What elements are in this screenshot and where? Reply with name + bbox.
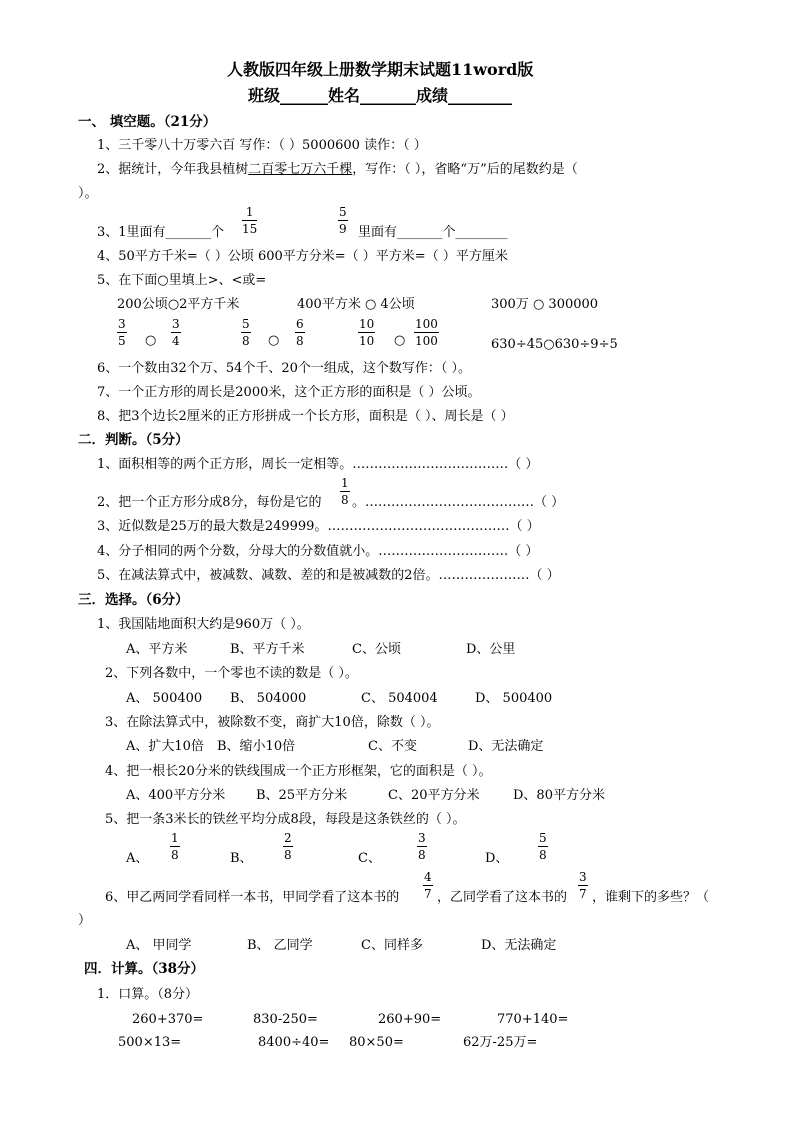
section-1-heading: 一、 填空题。（21分） bbox=[78, 114, 217, 130]
sec3-q5-frac-c bbox=[417, 832, 427, 861]
frac-denominator: 7 bbox=[579, 887, 587, 901]
sec1-q5-frac-f bbox=[414, 318, 439, 347]
sec1-q5-compare1: 200公顷○2平方千米 bbox=[117, 297, 240, 312]
sec1-q5: 5、在下面○里填上>、<或= bbox=[97, 273, 267, 288]
calc-r1-c2: 830-250= bbox=[253, 1012, 318, 1027]
sec3-q6-opt-b: B、 乙同学 bbox=[247, 938, 313, 953]
sec1-q6: 6、一个数由32个万、54个千、20个一组成，这个数写作：（ ）。 bbox=[97, 361, 472, 376]
frac-numerator: 3 bbox=[418, 831, 426, 845]
sec3-q2-opt-b: B、 504000 bbox=[230, 691, 307, 706]
frac-numerator: 10 bbox=[359, 317, 375, 331]
calc-r1-c1: 260+370= bbox=[132, 1012, 204, 1027]
sec3-q6-opt-c: C、同样多 bbox=[361, 938, 423, 953]
frac-numerator: 3 bbox=[579, 870, 587, 884]
sec1-q2a-pre: 2、据统计，今年我县植树 bbox=[97, 162, 249, 177]
sec1-q3a: 3、1里面有_______个 bbox=[97, 225, 225, 240]
sec3-q6-opt-d: D、无法确定 bbox=[481, 938, 557, 953]
sec3-q6-frac1 bbox=[423, 871, 433, 900]
sec3-q1-opt-d: D、公里 bbox=[466, 642, 516, 657]
sec2-q2-post: 。…………………………………（ ） bbox=[352, 495, 565, 510]
sec2-q2-frac bbox=[340, 477, 350, 506]
sec1-q3-frac1 bbox=[242, 206, 257, 235]
sec1-q7: 7、一个正方形的周长是2000米，这个正方形的面积是（ ）公顷。 bbox=[97, 385, 481, 400]
sec3-q3-opt-b: B、缩小10倍 bbox=[217, 739, 296, 754]
sec4-sub1: 1．口算。（8分） bbox=[97, 987, 199, 1002]
sec3-q6-a: 6、甲乙两同学看同样一本书，甲同学看了这本书的 bbox=[105, 890, 400, 905]
sec1-q5-circle-1: ○ bbox=[145, 333, 157, 348]
page-title: 人教版四年级上册数学期末试题11word版 bbox=[227, 60, 534, 79]
sec3-q5: 5、把一条3米长的铁丝平均分成8段，每段是这条铁丝的（ ）。 bbox=[105, 812, 466, 827]
frac-numerator: 3 bbox=[118, 317, 126, 331]
sec3-q1: 1、我国陆地面积大约是960万（ ）。 bbox=[97, 617, 310, 632]
frac-numerator: 6 bbox=[296, 317, 304, 331]
sec1-q5-compare6: 630÷45○630÷9÷5 bbox=[491, 337, 618, 352]
frac-denominator: 15 bbox=[242, 222, 258, 236]
frac-denominator: 10 bbox=[359, 334, 375, 348]
sec2-q1: 1、面积相等的两个正方形，周长一定相等。………………………………（ ） bbox=[97, 457, 539, 472]
sec1-q5-compare2: 400平方米 ○ 4公顷 bbox=[297, 297, 415, 312]
frac-denominator: 100 bbox=[415, 334, 438, 348]
sec3-q4-opt-b: B、25平方分米 bbox=[256, 788, 348, 803]
calc-r1-c4: 770+140= bbox=[497, 1012, 569, 1027]
frac-denominator: 7 bbox=[424, 887, 432, 901]
frac-numerator: 4 bbox=[424, 870, 432, 884]
sec1-q5-frac-a bbox=[117, 318, 127, 347]
sec3-q6-frac2 bbox=[578, 871, 588, 900]
frac-numerator: 3 bbox=[172, 317, 180, 331]
sec3-q4-opt-c: C、20平方分米 bbox=[388, 788, 480, 803]
sec2-q4: 4、分子相同的两个分数，分母大的分数值就小。…………………………（ ） bbox=[97, 544, 539, 559]
sec1-q1: 1、三千零八十万零六百 写作：（ ）5000600 读作：（ ） bbox=[97, 138, 427, 153]
frac-numerator: 1 bbox=[242, 206, 257, 221]
sec3-q5-frac-d bbox=[538, 832, 548, 861]
sec3-q3-opt-d: D、无法确定 bbox=[468, 739, 544, 754]
sec3-q3-opt-c: C、不变 bbox=[368, 739, 417, 754]
sec1-q2a bbox=[97, 163, 578, 176]
sec3-q6-d: ） bbox=[78, 913, 92, 928]
sec3-q5-opt-c: C、 bbox=[358, 851, 381, 866]
sec3-q5-frac-a bbox=[170, 832, 180, 861]
student-info-line: 班级______姓名_______成绩________ bbox=[248, 86, 513, 105]
sec1-q5-circle-2: ○ bbox=[268, 333, 280, 348]
sec3-q1-opt-b: B、平方千米 bbox=[230, 642, 305, 657]
sec1-q5-circle-3: ○ bbox=[394, 333, 406, 348]
calc-r2-c2: 8400÷40= bbox=[258, 1035, 330, 1050]
sec3-q3: 3、在除法算式中，被除数不变，商扩大10倍，除数（ ）。 bbox=[105, 715, 440, 730]
sec1-q5-frac-b bbox=[171, 318, 181, 347]
section-2-heading: 二．判断。（5分） bbox=[78, 432, 189, 448]
calc-r1-c3: 260+90= bbox=[378, 1012, 442, 1027]
sec3-q5-opt-a: A、 bbox=[126, 851, 149, 866]
frac-denominator: 8 bbox=[418, 848, 426, 862]
section-4-heading: 四．计算。（38分） bbox=[84, 961, 205, 977]
frac-numerator: 5 bbox=[242, 317, 250, 331]
sec2-q2-pre: 2、把一个正方形分成8分，每份是它的 bbox=[97, 495, 322, 510]
frac-numerator: 1 bbox=[171, 831, 179, 845]
sec1-q3b: 里面有_______个________ bbox=[358, 225, 508, 240]
sec3-q6-opt-a: A、 甲同学 bbox=[126, 938, 192, 953]
sec1-q2a-underlined: 二百零七万六千棵 bbox=[248, 162, 353, 177]
sec3-q1-opt-c: C、公顷 bbox=[352, 642, 401, 657]
section-3-heading: 三．选择。（6分） bbox=[78, 592, 189, 608]
frac-denominator: 5 bbox=[118, 334, 126, 348]
sec3-q2-opt-c: C、 504004 bbox=[361, 691, 438, 706]
sec3-q2-opt-d: D、 500400 bbox=[475, 691, 553, 706]
calc-r2-c4: 62万-25万= bbox=[463, 1035, 538, 1050]
sec1-q5-frac-c bbox=[241, 318, 251, 347]
sec3-q5-frac-b bbox=[283, 832, 293, 861]
frac-denominator: 8 bbox=[296, 334, 304, 348]
sec3-q2: 2、下列各数中，一个零也不读的数是（ ）。 bbox=[105, 666, 358, 681]
frac-numerator: 5 bbox=[539, 831, 547, 845]
sec1-q4: 4、50平方千米=（ ）公顷 600平方分米=（ ）平方米=（ ）平方厘米 bbox=[97, 249, 508, 264]
frac-numerator: 100 bbox=[415, 317, 438, 331]
calc-r2-c3: 80×50= bbox=[349, 1035, 404, 1050]
frac-denominator: 9 bbox=[339, 222, 347, 236]
sec3-q6-b: ，乙同学看了这本书的 bbox=[437, 890, 568, 905]
sec3-q4-opt-a: A、400平方分米 bbox=[126, 788, 226, 803]
sec1-q2b: ）。 bbox=[78, 186, 98, 201]
sec3-q4: 4、把一根长20分米的铁线围成一个正方形框架，它的面积是（ ）。 bbox=[105, 764, 492, 779]
calc-r2-c1: 500×13= bbox=[118, 1035, 182, 1050]
frac-denominator: 8 bbox=[539, 848, 547, 862]
sec3-q4-opt-d: D、80平方分米 bbox=[513, 788, 605, 803]
frac-denominator: 4 bbox=[172, 334, 180, 348]
sec3-q5-opt-b: B、 bbox=[230, 851, 253, 866]
sec1-q3-frac2 bbox=[338, 206, 348, 235]
sec3-q3-opt-a: A、扩大10倍 bbox=[126, 739, 204, 754]
sec3-q5-opt-d: D、 bbox=[485, 851, 509, 866]
frac-denominator: 8 bbox=[171, 848, 179, 862]
sec1-q5-compare3: 300万 ○ 300000 bbox=[491, 297, 599, 312]
sec1-q2a-post: ，写作：（ ），省略“万”后的尾数约是（ bbox=[352, 162, 578, 177]
frac-numerator: 5 bbox=[339, 205, 347, 219]
sec1-q5-frac-e bbox=[358, 318, 375, 347]
frac-denominator: 8 bbox=[341, 493, 349, 507]
sec1-q8: 8、把3个边长2厘米的正方形拼成一个长方形，面积是（ ）、周长是（ ） bbox=[97, 409, 514, 424]
sec3-q1-opt-a: A、平方米 bbox=[126, 642, 188, 657]
sec2-q5: 5、在减法算式中，被减数、减数、差的和是被减数的2倍。…………………（ ） bbox=[97, 568, 560, 583]
frac-denominator: 8 bbox=[242, 334, 250, 348]
sec2-q3: 3、近似数是25万的最大数是249999。……………………………………（ ） bbox=[97, 519, 540, 534]
sec1-q5-frac-d bbox=[295, 318, 305, 347]
frac-numerator: 1 bbox=[341, 476, 349, 490]
frac-denominator: 8 bbox=[284, 848, 292, 862]
sec3-q6-c: ，谁剩下的多些？（ bbox=[592, 890, 710, 905]
frac-numerator: 2 bbox=[284, 831, 292, 845]
sec3-q2-opt-a: A、 500400 bbox=[126, 691, 203, 706]
